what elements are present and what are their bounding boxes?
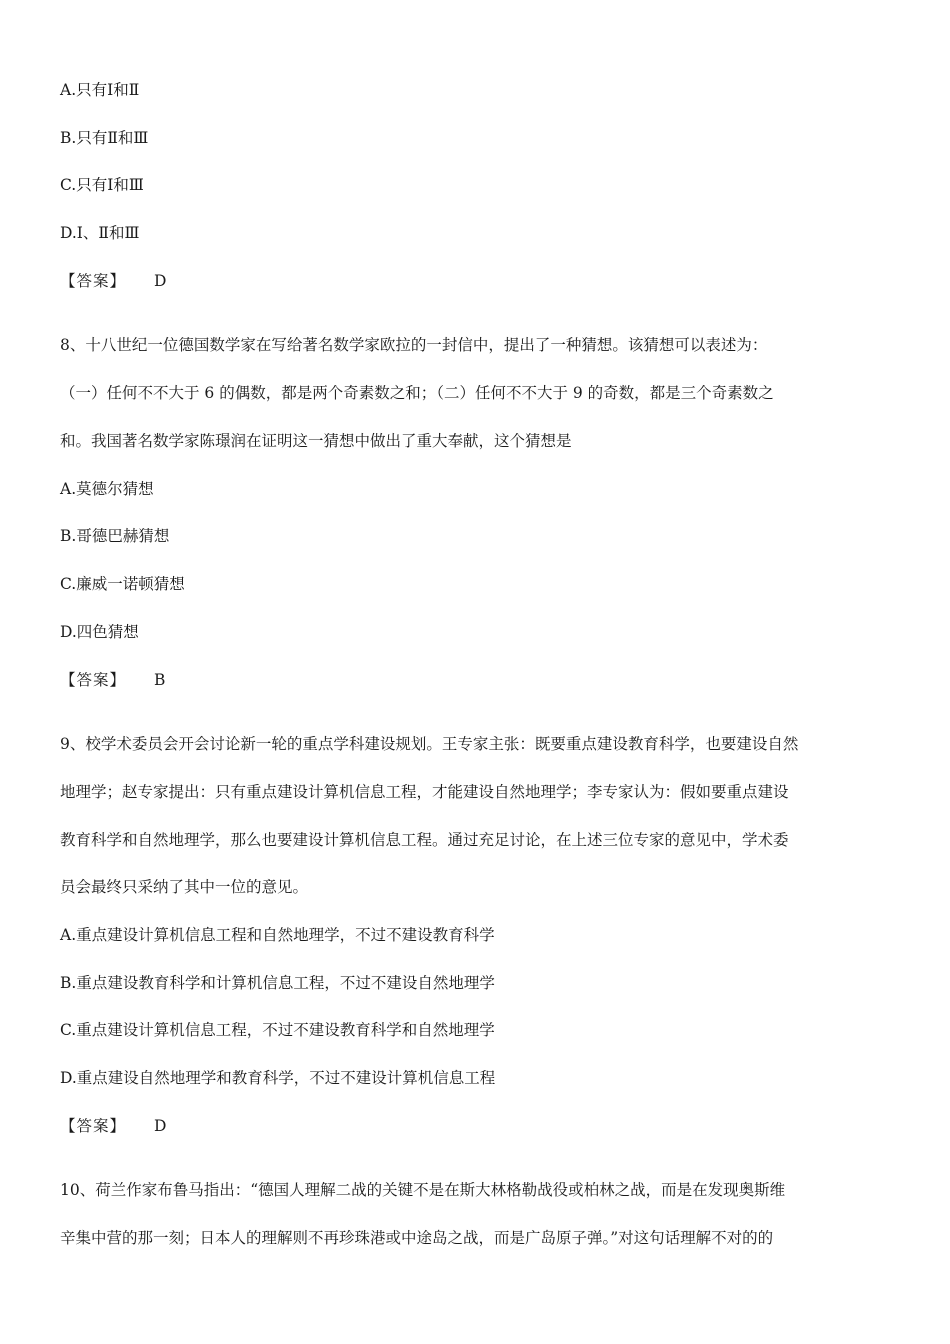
q9-option-c: C.重点建设计算机信息工程，不过不建设教育科学和自然地理学	[60, 1021, 495, 1039]
q8-option-d: D.四色猜想	[60, 623, 139, 641]
q7-answer	[60, 270, 166, 292]
q9-option-d: D.重点建设自然地理学和教育科学，不过不建设计算机信息工程	[60, 1069, 496, 1087]
q8-stem-line-2: （一）任何不不大于 6 的偶数，都是两个奇素数之和；（二）任何不不大于 9 的奇数，都是三个奇素数之	[60, 384, 774, 402]
q7-option-b: B.只有Ⅱ和Ⅲ	[60, 129, 149, 147]
answer-value: D	[154, 1117, 167, 1135]
q8-option-b: B.哥德巴赫猜想	[60, 527, 170, 545]
q8-answer	[60, 669, 165, 691]
q7-option-d: D.Ⅰ、Ⅱ和Ⅲ	[60, 224, 140, 242]
q9-stem-line-1: 9、校学术委员会开会讨论新一轮的重点学科建设规划。王专家主张：既要重点建设教育科学，也要建设自然	[60, 735, 799, 753]
answer-value: B	[154, 671, 166, 689]
q8-stem-line-3: 和。我国著名数学家陈璟润在证明这一猜想中做出了重大奉献，这个猜想是	[60, 432, 572, 450]
q8-stem-line-1: 8、十八世纪一位德国数学家在写给著名数学家欧拉的一封信中，提出了一种猜想。该猜想可以表述为：	[60, 336, 768, 354]
q7-option-c: C.只有Ⅰ和Ⅲ	[60, 176, 144, 194]
answer-label: 【答案】	[60, 1117, 127, 1135]
q8-option-a: A.莫德尔猜想	[60, 480, 154, 498]
answer-label: 【答案】	[60, 272, 127, 290]
answer-label: 【答案】	[60, 671, 127, 689]
q9-answer	[60, 1115, 166, 1137]
q10-stem-line-1: 10、荷兰作家布鲁马指出：“德国人理解二战的关键不是在斯大林格勒战役或柏林之战，而是在发现奥斯维	[60, 1181, 786, 1199]
q9-option-b: B.重点建设教育科学和计算机信息工程，不过不建设自然地理学	[60, 974, 495, 992]
q7-option-a: A.只有Ⅰ和Ⅱ	[60, 81, 140, 99]
q9-stem-line-4: 员会最终只采纳了其中一位的意见。	[60, 878, 309, 896]
q9-stem-line-3: 教育科学和自然地理学，那么也要建设计算机信息工程。通过充足讨论，在上述三位专家的意见中，学术委	[60, 831, 789, 849]
q10-stem-line-2: 辛集中营的那一刻；日本人的理解则不再珍珠港或中途岛之战，而是广岛原子弹。”对这句话理解不对的的	[60, 1229, 774, 1247]
q8-option-c: C.廉威一诺顿猜想	[60, 575, 185, 593]
answer-value: D	[154, 272, 167, 290]
q9-option-a: A.重点建设计算机信息工程和自然地理学，不过不建设教育科学	[60, 926, 495, 944]
q9-stem-line-2: 地理学；赵专家提出：只有重点建设计算机信息工程，才能建设自然地理学；李专家认为：假如要重点建设	[60, 783, 789, 801]
